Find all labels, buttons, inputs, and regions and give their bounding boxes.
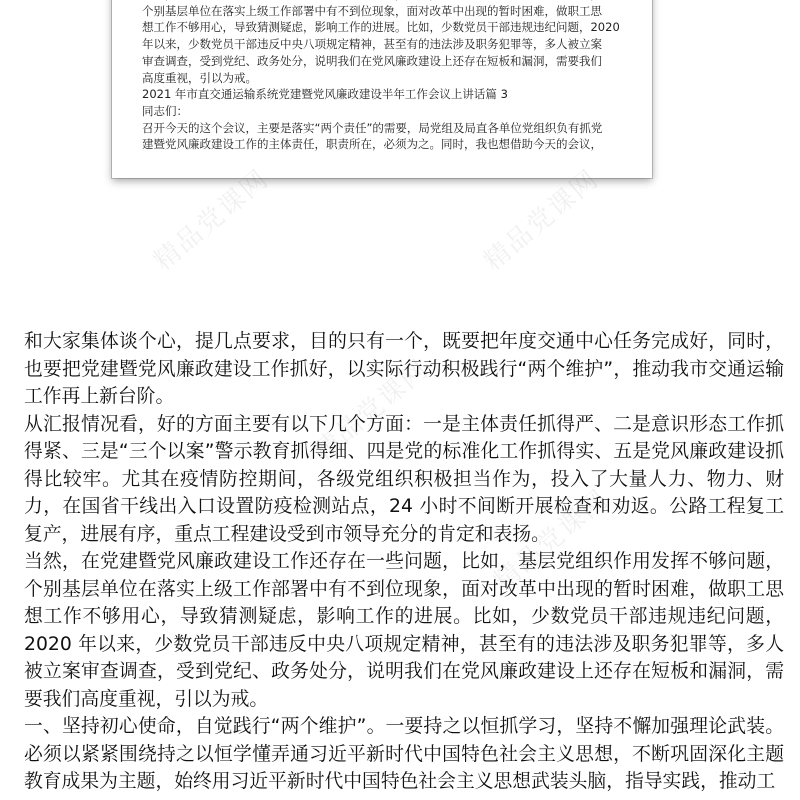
body-paragraph: 当然，在党建暨党风廉政建设工作还存在一些问题，比如，基层党组织作用发挥不够问题，个别基层单位在落实上级工作部署中有不到位现象，面对改革中出现的暂时困难，做职工思想工作不够用心，导致猜测疑虑，影响工作的进展。比如，少数党员干部违规违纪问题，2020 年以来，少数党员干部违反中央八项规定精神，甚至有的违法涉及职务犯罪等，多人被立案审查调查，受到党纪、政务处分，说明我们在党风廉政建设上还存在短板和漏洞，需要我们高度重视，引以为戒。 [24,551,784,710]
thumbnail-line: 高度重视，引以为戒。 [142,70,257,85]
thumbnail-text [142,0,632,153]
body-paragraph: 从汇报情况看，好的方面主要有以下几个方面：一是主体责任抓得严、二是意识形态工作抓得紧、三是“三个以案”警示教育抓得细、四是党的标准化工作抓得实、五是党风廉政建设抓得比较牢。尤其在疫情防控期间，各级党组织积极担当作为，投入了大量人力、物力、财力，在国省干线出入口设置防疫检测站点，24 小时不间断开展检查和劝返。公路工程复工复产，进展有序，重点工程建设受到市领导充分的肯定和表扬。 [24,413,784,545]
watermark: 精品党课网 [148,163,275,277]
thumbnail-line: 同志们： [142,103,188,118]
thumbnail-line: 召开今天的这个会议，主要是落实“两个责任”的需要，局党组及局直各单位党组织负有抓党 [142,120,603,135]
watermark: 精品党课网 [308,353,435,467]
watermark: 精品党课网 [478,163,605,277]
page-preview-area [0,0,800,320]
thumbnail-line: 年以来，少数党员干部违反中央八项规定精神，甚至有的违法涉及职务犯罪等，多人被立案 [142,37,602,52]
body-paragraph: 和大家集体谈个心，提几点要求，目的只有一个，既要把年度交通中心任务完成好，同时，也要把党建暨党风廉政建设工作抓好，以实际行动积极践行“两个维护”，推动我市交通运输工作再上新台阶。 [24,331,784,407]
document-body [24,328,784,796]
thumbnail-heading: 2021 年市直交通运输系统党建暨党风廉政建设半年工作会议上讲话篇 3 [142,87,508,102]
watermark: 精品党课网 [488,483,615,597]
page-thumbnail [112,0,652,178]
body-paragraph: 一、坚持初心使命，自觉践行“两个维护”。一要持之以恒抓学习，坚持不懈加强理论武装。必须以紧紧围绕持之以恒学懂弄通习近平新时代中国特色社会主义思想，不断巩固深化主题教育成果为主题，始终用习近平新时代中国特色社会主义思想武装头脑，指导实践，推动工 [24,716,784,792]
thumbnail-line: 想工作不够用心，导致猜测疑虑，影响工作的进展。比如，少数党员干部违规违纪问题，2020 [142,20,620,35]
thumbnail-line: 建暨党风廉政建设工作的主体责任，职责所在，必须为之。同时，我也想借助今天的会议， [142,137,602,152]
thumbnail-line: 个别基层单位在落实上级工作部署中有不到位现象，面对改革中出现的暂时困难，做职工思 [142,3,602,18]
thumbnail-line: 审查调查，受到党纪、政务处分，说明我们在党风廉政建设上还存在短板和漏洞，需要我们 [142,53,602,68]
